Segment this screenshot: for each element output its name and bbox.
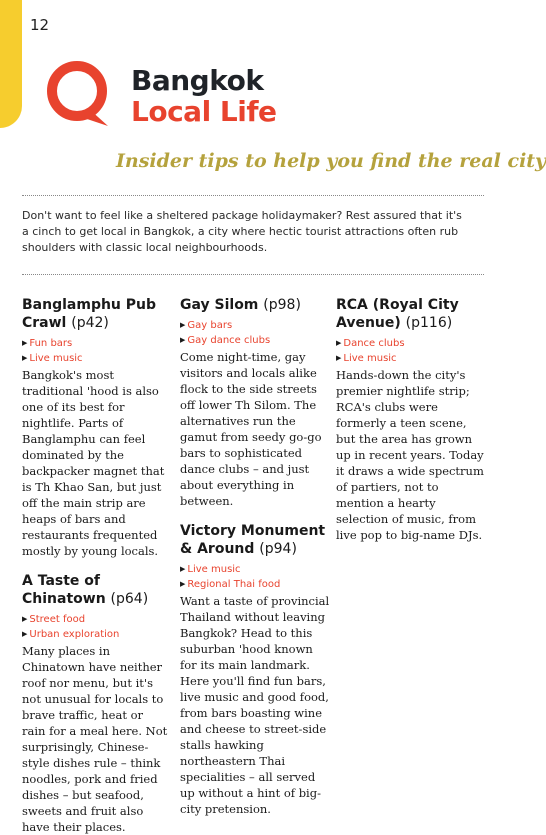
column-1 [22, 296, 168, 835]
tag-item [22, 351, 168, 366]
tag-item [180, 318, 330, 333]
tag-label: Street food [29, 614, 86, 625]
section-title [180, 522, 330, 558]
tag-item [180, 577, 330, 592]
tag-label: Live music [343, 353, 397, 364]
tag-label: Live music [29, 353, 83, 364]
triangle-bullet-icon: ▶ [22, 354, 28, 362]
chapter-tab [0, 0, 22, 128]
triangle-bullet-icon: ▶ [22, 630, 28, 638]
triangle-bullet-icon: ▶ [180, 336, 186, 344]
section-title-text: Banglamphu Pub Crawl [22, 297, 157, 331]
tag-list [180, 318, 330, 348]
page-ref: (p94) [259, 541, 297, 557]
tag-label: Gay bars [187, 320, 233, 331]
tag-label: Dance clubs [343, 338, 405, 349]
page-ref: (p64) [110, 591, 149, 607]
page-title-line1: Bangkok [131, 64, 264, 97]
section-body: Bangkok's most traditional 'hood is also one of its best for nightlife. Parts of Banglamphu can feel dominated by the backpacker magnet that is Th Khao San, but just off the main strip are heaps of bars and restaurants frequented mostly by young locals. [22, 368, 165, 558]
section-gay-silom [180, 296, 330, 509]
tag-item [180, 562, 330, 577]
speech-bubble-logo-icon [44, 58, 114, 130]
tag-list [180, 562, 330, 592]
section-title [336, 296, 484, 332]
section-body: Hands-down the city's premier nightlife strip; RCA's clubs were formerly a teen scene, but the area has grown up in recent years. Today it draws a wide spectrum of partiers, not to mention a hearty selection of music, from live pop to big-name DJs. [336, 368, 484, 542]
section-title-text: A Taste of Chinatown [22, 573, 106, 607]
page-number: 12 [30, 16, 50, 34]
tag-item [180, 333, 330, 348]
triangle-bullet-icon: ▶ [22, 615, 28, 623]
tag-item [22, 336, 168, 351]
tag-label: Urban exploration [29, 629, 120, 640]
section-title [22, 572, 168, 608]
section-title-text: RCA (Royal City Avenue) [336, 297, 459, 331]
column-2 [180, 296, 330, 817]
intro-paragraph: Don't want to feel like a sheltered package holidaymaker? Rest assured that it's a cinch to get local in Bangkok, a city where hectic tourist attractions often rub shoulders with classic local neighbourhoods. [22, 209, 462, 254]
tag-item [22, 627, 168, 642]
triangle-bullet-icon: ▶ [180, 580, 186, 588]
tag-list [22, 612, 168, 642]
triangle-bullet-icon: ▶ [180, 565, 186, 573]
tag-label: Fun bars [29, 338, 73, 349]
triangle-bullet-icon: ▶ [336, 339, 342, 347]
tag-item [22, 612, 168, 627]
tag-item [336, 336, 484, 351]
tag-list [22, 336, 168, 366]
page-ref: (p116) [405, 315, 453, 331]
triangle-bullet-icon: ▶ [22, 339, 28, 347]
section-title-text: Gay Silom [180, 297, 259, 313]
triangle-bullet-icon: ▶ [336, 354, 342, 362]
section-title-text: Victory Monument & Around [180, 523, 326, 557]
section-body: Come night-time, gay visitors and locals alike flock to the side streets off lower Th Silom. The alternatives run the gamut from seedy go-go bars to sophisticated dance clubs – and just about everything in between. [180, 350, 322, 508]
section-victory-monument [180, 522, 330, 817]
section-rca [336, 296, 484, 543]
section-title [180, 296, 330, 314]
tag-label: Live music [187, 564, 241, 575]
page-ref: (p98) [263, 297, 301, 313]
section-body: Want a taste of provincial Thailand without leaving Bangkok? Head to this suburban 'hood known for its main landmark. Here you'll find fun bars, live music and good food, from bars boasting wine and cheese to street-side stalls hawking northeastern Thai specialities – all served up without a hint of big-city pretension. [180, 594, 330, 816]
tag-label: Regional Thai food [187, 579, 281, 590]
section-banglamphu [22, 296, 168, 559]
tag-list [336, 336, 484, 366]
section-body: Many places in Chinatown have neither roof nor menu, but it's not unusual for locals to brave traffic, heat or rain for a meal here. Not surprisingly, Chinese-style dishes rule – think noodles, pork and fried dishes – but seafood, sweets and fruit also have their places. [22, 644, 168, 834]
section-title [22, 296, 168, 332]
column-3 [336, 296, 484, 543]
triangle-bullet-icon: ▶ [180, 321, 186, 329]
page-ref: (p42) [71, 315, 109, 331]
tag-label: Gay dance clubs [187, 335, 271, 346]
tag-item [336, 351, 484, 366]
page-title-line2: Local Life [131, 95, 277, 128]
section-chinatown [22, 572, 168, 835]
tagline: Insider tips to help you find the real city [116, 150, 546, 172]
